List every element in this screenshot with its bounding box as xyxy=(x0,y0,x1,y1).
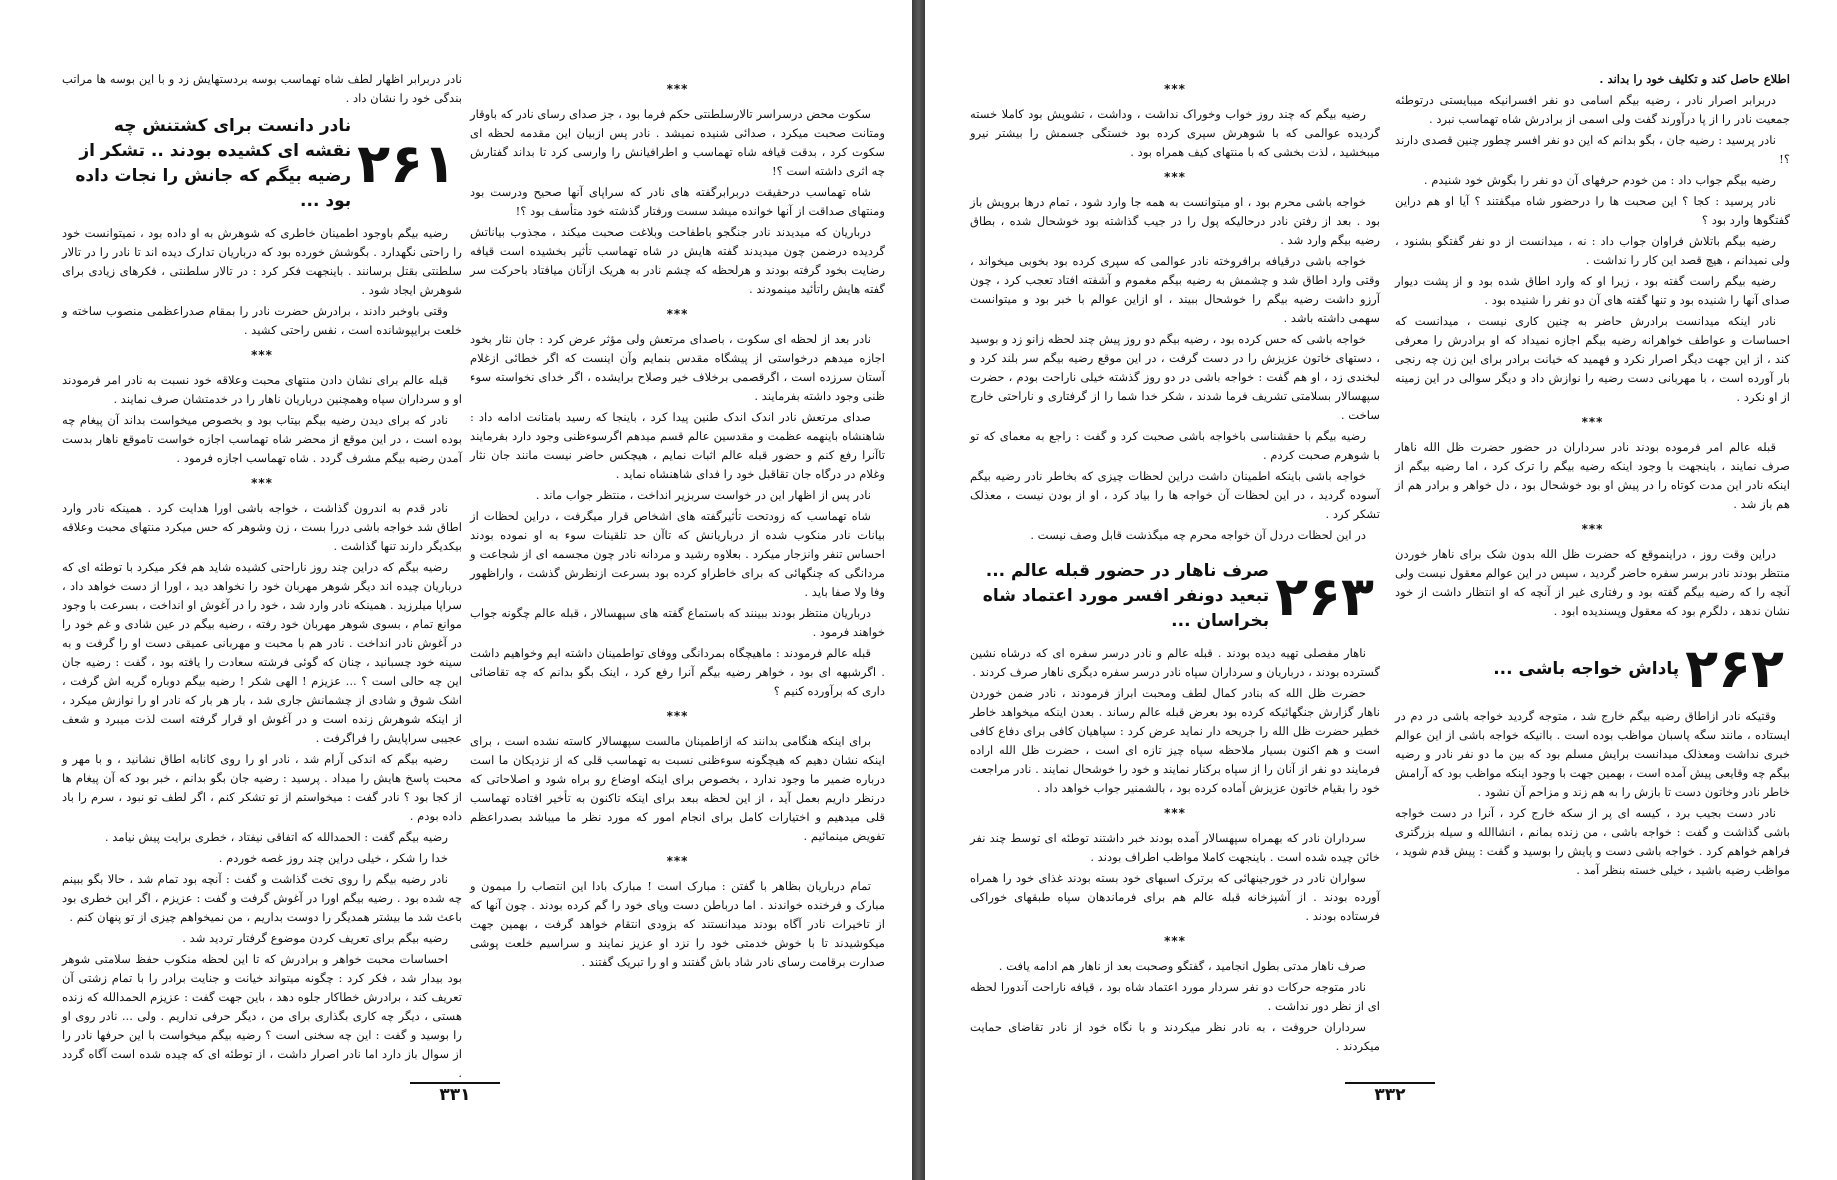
paragraph: سرداران حروفت ، به نادر نظر میکردند و با نگاه خود از نادر تقاضای حمایت میکردند . xyxy=(970,1020,1380,1053)
chapter-title: نادر دانست برای کشتنش چه نقشه ای کشیده بودند .. تشکر از رضیه بیگم که جانش را نجات داده بود ... xyxy=(75,116,352,211)
section-separator: *** xyxy=(251,348,273,362)
section-separator: *** xyxy=(666,82,689,96)
top-note: نادر دربرابر اظهار لطف شاه تهماسب بوسه بردستهایش زد و با این بوسه ها مراتب بندگی خود را نشان داد . xyxy=(62,72,462,105)
paragraph: دراین وقت روز ، دراینموقع که حضرت ظل الله بدون شک برای ناهار خوردن منتظر بودند نادر برسر سفره حاضر گردید ، سپس در این عوالم معقول نیست ولی آنچه را که رضیه بیگم گفته بود و رفتاری غیر از آنچه که او انتظار داشت از خود نشان ندهد ، دلگرم بود که معقول وپسندیده ابود . xyxy=(1395,547,1790,618)
paragraph: رضیه بیگم راست گفته بود ، زیرا او که وارد اطاق شده بود و از پشت دیوار صدای آنها را شنیده بود و تنها گفته های آن دو نفر را شنیده بود . xyxy=(1395,274,1790,307)
section-separator: *** xyxy=(1581,522,1604,536)
paragraph: خواجه باشی درقیافه برافروخته نادر عوالمی که سپری کرده بود بخوبی میخواند ، وقتی وارد اطاق شد و چشمش به رضیه بیگم مغموم و آشفته افتاد تعجب کرد ، چون آرزو داشت رضیه بیگم را خوشحال ببیند ، او ازاین عوالم با خبر بود و میتوانست سهمی داشته باشد . xyxy=(970,254,1380,325)
paragraph: ناهار مفصلی تهیه دیده بودند . قبله عالم و نادر درسر سفره ای که درشاه نشین گسترده بودند ، درباریان و سرداران سپاه نادر درسر سفره دیگری ناهار صرف کردند . xyxy=(970,646,1380,679)
paragraph: نادر قدم به اندرون گذاشت ، خواجه باشی اورا هدایت کرد . همینکه نادر وارد اطاق شد خواجه باشی دررا بست ، زن وشوهر که حس میکرد منتهای محبت وعلاقه بیکدیگر دارند تنها گذاشت . xyxy=(62,501,462,553)
paragraph: نادر که برای دیدن رضیه بیگم بیتاب بود و بخصوص میخواست بداند آن پیغام چه بوده است ، در این موقع از محضر شاه تهماسب اجازه خواست تاموقع ناهار بدست آمدن رضیه بیگم مشرف گردد . شاه تهماسب اجازه فرمود . xyxy=(62,413,462,465)
paragraph: سرداران نادر که بهمراه سپهسالار آمده بودند خبر داشتند توطئه ای توسط چند نفر خائن چیده شده است . باینجهت کاملا مواظب اطراف بودند . xyxy=(970,831,1380,864)
paragraph: خواجه باشی که حس کرده بود ، رضیه بیگم دو روز پیش چند لحظه زانو زد و بوسید ، دستهای خاتون عزیزش را در دست گرفت ، در این موقع رضیه بیگم سر بلند کرد و لبخندی زد ، او هم گفت : خواجه باشی در دو روز گذشته خیلی ناراحت بودم ، حضرت سپهسالار بسلامتی تشریف فرما شدند ، شکر خدا شما را از گرفتاری و ناراحتی خارج ساخت . xyxy=(970,332,1380,422)
paragraph: خواجه باشی محرم بود ، او میتوانست به همه جا وارد شود ، تمام درها برویش باز بود . بعد از رفتن نادر درحالیکه پول را در جیب گذاشته بود خوشحال شده ، بطاق رضیه بیگم وارد شد . xyxy=(970,195,1380,247)
section-separator: *** xyxy=(666,854,689,868)
section-separator: *** xyxy=(1581,415,1604,429)
page-number-rule xyxy=(1345,1082,1435,1084)
paragraph: رضیه بیگم گفت : الحمدالله که اتفاقی نیفتاد ، خطری برایت پیش نیامد . xyxy=(104,830,448,844)
book-spine xyxy=(912,0,925,1180)
paragraph: خواجه باشی باینکه اطمینان داشت دراین لحظات چیزی که بخاطر نادر رضیه بیگم آسوده گردید ، در این لحظات آن خواجه ها را بیاد کرد ، او از بودن نیست ، معذلک تشکر کرد . xyxy=(970,469,1380,521)
paragraph: قبله عالم برای نشان دادن منتهای محبت وعلاقه خود نسبت به نادر امر فرمودند او و سرداران سپاه وهمچنین درباریان ناهار را در خدمتشان صرف نمایند . xyxy=(62,373,462,406)
paragraph: رضیه بیگم که چند روز خواب وخوراک نداشت ، وداشت ، تشویش بود کاملا خسته گردیده عوالمی که با شوهرش سپری کرده بود خستگی جسمش را بیشتر نیرو میبخشید ، لذت بخشی که با منتهای کیف همراه بود . xyxy=(970,107,1380,159)
page-number: ۳۳۱ xyxy=(439,1085,471,1105)
paragraph: درباریان که میدیدند نادر جنگجو باطفاحت وبلاغت صحبت میکند ، مجذوب بیاناتش گردیده درضمن چون میدیدند گفته هایش در شاه تهماسب تأثیر بخشیده است قیافه رضایت بخود گرفته بودند و هرلحظه که چشم نادر به هریک ازآنان میافتاد باحرکت سر گفته هایش راتأئید مینمودند . xyxy=(470,225,885,296)
chapter-heading xyxy=(62,114,462,214)
right-page xyxy=(925,0,1837,1180)
paragraph: نادر پرسید : رضیه جان ، بگو بدانم که این دو نفر افسر چطور چنین قصدی دارند ؟! xyxy=(1395,133,1790,166)
section-separator: *** xyxy=(251,476,273,490)
paragraph: دربرابر اصرار نادر ، رضیه بیگم اسامی دو نفر افسرانیکه میبایستی درتوطئه جمعیت نادر را از پا درآورند گفت ولی اسمی از برادرش شاه تهماسب نبرد . xyxy=(1395,93,1790,126)
chapter-number: ۲۶۳ xyxy=(1275,564,1374,628)
section-separator: *** xyxy=(666,709,689,723)
paragraph: نادر متوجه حرکات دو نفر سردار مورد اعتماد شاه بود ، قیافه ناراحت آندورا لحظه ای از نظر دور نداشت . xyxy=(970,980,1380,1013)
paragraph: رضیه بیگم جواب داد : من خودم حرفهای آن دو نفر را بگوش خود شنیدم . xyxy=(1423,173,1776,187)
paragraph: در این لحظات دردل آن خواجه محرم چه میگذشت قابل وصف نیست . xyxy=(1030,528,1366,542)
paragraph: رضیه بیگم باوجود اطمینان خاطری که شوهرش به او داده بود ، نمیتوانست خود را راحتی نگهدارد . بگوشش خورده بود که درباریان تدارک دیده اند تا نادر را در تالار سلطنتی بقتل برسانند . باینجهت فکر کرد : در تالار سلطنتی ، فکرهای زیادی برای شوهرش ایجاد شود . xyxy=(62,226,462,297)
right-page-left-column xyxy=(970,74,1380,1064)
paragraph: سواران نادر در خورجینهائی که برترک اسبهای خود بسته بودند غذای خود را همراه آورده بودند . از آشپزخانه قبله عالم هم برای فرماندهان سپاه طبقهای خوراکی فرستاده بودند . xyxy=(970,871,1380,923)
paragraph: اطلاع حاصل کند و تکلیف خود را بداند . xyxy=(1599,72,1790,86)
chapter-number: ۲۶۱ xyxy=(357,132,456,195)
paragraph: احساسات محبت خواهر و برادرش که تا این لحظه منکوب حفظ سلامتی شوهر بود بیدار شد ، فکر کرد : چگونه میتواند خیانت و جنایت برادر را با تمام زشتی آن تعریف کند ، برادرش خطاکار جلوه دهد ، باین جهت گفت : عزیزم الحمدالله که زنده هستی ، دیگر چه کاری بگذاری برای من ، دیگر حرفی نداریم . ولی ... نادر روی او را بوسید و گفت : این چه سخنی است ؟ رضیه بیگم میخواست با این حرفها نادر را از سوال باز دارد اما نادر اصرار داشت ، از توطئه ای که چیده شده است آگاه گردد . xyxy=(62,952,462,1080)
paragraph: رضیه بیگم با حقشناسی باخواجه باشی صحبت کرد و گفت : راجع به معمای که تو با شوهرم صحبت کردم . xyxy=(970,429,1380,462)
section-separator: *** xyxy=(666,307,689,321)
page-number-rule xyxy=(410,1082,500,1084)
paragraph: صدای مرتعش نادر اندک اندک طنین پیدا کرد ، باینجا که رسید بامتانت ادامه داد : شاهنشاه باینهمه عظمت و مقدسین عالم قسم میدهم اگرسوءظنی وجود دارد بفرمایند تاآنرا رفع کنم و حضور قبله عالم اثبات نمایم ، هیچکس حاضر نیست مانند جان نثار وغلام در درگاه جان تقاقبل خود را فدای شاهنشاه نماید . xyxy=(470,410,885,481)
paragraph: حضرت ظل الله که بنادر کمال لطف ومحبت ابراز فرمودند ، نادر ضمن خوردن ناهار گزارش جنگهائیکه کرده بود بعرض قبله عالم رساند . بعدن اینکه میخواهد خاطر خطیر حضرت ظل الله را جریحه دار نماید عرض کرد : سپاهیان کافی برای دفاع کافی است و هم اکنون بسیار ملاحظه سپاه چیز تازه ای است ، حضرت ظل الله اراده فرمایند دو نفر از آنان را از سپاه برکنار نمایند و خود را خوشحال نمایند . نادر مراجعت خود را بقیام خاتون عزیزش آماده کرده بود ، بالشمنیر جواب خواهد داد . xyxy=(970,686,1380,795)
left-page-left-column xyxy=(62,70,462,1080)
paragraph: نادر رضیه بیگم را روی تخت گذاشت و گفت : آنچه بود تمام شد ، حالا بگو ببینم چه شده بود . رضیه بیگم اورا در آغوش گرفت و گفت : عزیزم ، اگر این خطری بود باعث شد ما بیشتر همدیگر را دوست بداریم ، من نمیخواهم چیزی از تو پنهان کنم . xyxy=(62,872,462,924)
section-separator: *** xyxy=(1164,170,1186,184)
section-separator: *** xyxy=(1164,934,1186,948)
left-page xyxy=(0,0,912,1180)
paragraph: برای اینکه هنگامی بدانند که ازاطمینان مالست سپهسالار کاسته نشده است ، برای اینکه نشان دهیم که هیچگونه سوءظنی نسبت به تهماسب قلی که از نزدیکان ما است درباره ضمیر ما وجود ندارد ، بخصوص برای اینکه اوضاع رو براه شود و اصلاحاتی که درنظر داریم بعمل آید ، از این لحظه ببعد برای اینکه تاکنون به تأخیر افتاده تهماسب قلی میدهیم و اختیارات کامل برای انجام امور که مورد نظر ما میباشد بصدراعظم تفویض مینمائیم . xyxy=(470,734,885,843)
paragraph: نادر پس از اظهار این در خواست سربزیر انداخت ، منتظر جواب ماند . xyxy=(535,488,871,502)
paragraph: سکوت محض درسراسر تالارسلطنتی حکم فرما بود ، جز صدای رسای نادر که باوقار ومتانت صحبت میکرد ، صدائی شنیده نمیشد . نادر پس ازبیان این مقدمه لحظه ای سکوت کرد ، بدقت قیافه شاه تهماسب و اطرافیانش را وارسی کرد تا بداند گفتارش چه اثری داشته است ؟! xyxy=(470,107,885,178)
paragraph: رضیه بیگم که دراین چند روز ناراحتی کشیده شاید هم فکر میکرد با توطئه ای که درباریان چیده اند دیگر شوهر مهربان خود را نخواهد دید ، اورا از دست خواهد داد ، سراپا میلرزید . همینکه نادر وارد شد ، خود را در آغوش او انداخت ، بسرعت با وجود موانع تمام ، بسوی شوهر مهربان خود رفته ، رضیه بیگم در عین شادی و غم خود را در آغوش نادر انداخت . نادر هم با محبت و مهربانی عمیقی دست او را گرفت و به سینه خود چسبانید ، چنان که گوئی فرشته سعادت را یافته بود ، گفت : رضیه جان این چه حالی است ؟ ... عزیزم ! الهی شکر ! رضیه بیگم دوباره گریه اش گرفت ، اشک شوق و شادی از چشمانش جاری شد ، بار هر بار که نادر او را نوازش میکرد ، از اینکه شوهرش زنده است و در آغوش او قرار گرفته است لذت میبرد و شعف عجیبی سراپایش را فراگرفت . xyxy=(62,560,462,745)
paragraph: نادر دست بجیب برد ، کیسه ای پر از سکه خارج کرد ، آنرا در دست خواجه باشی گذاشت و گفت : خواجه باشی ، من زنده بمانم ، انشاالله و سیله بزرگتری فراهم خواهم کرد . خواجه باشی دست و پایش را بوسید و گفت : پیش قدم شوید ، مواظب رضیه باشید ، خیلی خسته بنظر آمد . xyxy=(1395,806,1790,877)
paragraph: خدا را شکر ، خیلی دراین چند روز غصه خوردم . xyxy=(218,851,448,865)
paragraph: قبله عالم امر فرموده بودند نادر سرداران در حضور حضرت ظل الله ناهار صرف نمایند ، باینجهت با وجود اینکه رضیه بیگم را ترک کرد ، اما رضیه بیگم از اینکه نادر این مدت کوتاه را در پیش او بود خوشحال بود ، دل خواهر و برادر هم از هم باز شد . xyxy=(1395,440,1790,511)
paragraph: وقتیکه نادر ازاطاق رضیه بیگم خارج شد ، متوجه گردید خواجه باشی در دم در ایستاده ، مانند سگه پاسبان مواظب بوده است . باانیکه خواجه باشی از این عوالم خبری نداشت ومعذلک میدانست برایش مسلم بود که بین ما دو نفر نادر و رضیه بیگم چه وقایعی پیش آمده است ، بهمین جهت با وجود اینکه مواظب بود که آرامش خاطر نادر وخاتون دست تا بازش را به هم زند و مزاحم آن نشود . xyxy=(1395,709,1790,799)
paragraph: شاه تهماسب درحقیقت دربرابرگفته های نادر که سراپای آنها صحیح ودرست بود ومنتهای صداقت از آنها خوانده میشد سست ورفتار گذشته خود متأسف بود ؟! xyxy=(470,185,885,218)
paragraph: رضیه بیگم برای تعریف کردن موضوع گرفتار تردید شد . xyxy=(182,931,448,945)
section-separator: *** xyxy=(1164,82,1186,96)
paragraph: وقتی باوخبر دادند ، برادرش حضرت نادر را بمقام صدراعظمی منصوب ساخته و خلعت برایپوشانده است ، نفس راحتی کشید . xyxy=(62,304,462,337)
paragraph: نادر اینکه میدانست برادرش حاضر به چنین کاری نیست ، میدانست که احساسات و عواطف خواهرانه رضیه بیگم اجازه نمیداد که او برادرش را معرفی کند ، از این جهت دیگر اصرار نکرد و فهمید که خیانت برادر برای این زن چه رنجی بار آورده است ، با مهربانی دست رضیه را نوازش داد و دیگر سوالی در این زمینه از او نکرد . xyxy=(1395,314,1790,404)
paragraph: صرف ناهار مدتی بطول انجامید ، گفتگو وصحبت بعد از ناهار هم ادامه یافت . xyxy=(998,959,1366,973)
paragraph: رضیه بیگم باتلاش فراوان جواب داد : نه ، میدانست از دو نفر گفتگو بشنود ، ولی نمیدانم ، هیچ قصد این کار را نداشت . xyxy=(1395,234,1790,267)
chapter-title: پاداش خواجه باشی ... xyxy=(1493,658,1680,679)
chapter-heading xyxy=(970,559,1380,634)
paragraph: تمام درباریان بظاهر با گفتن : مبارک است ! مبارک بادا این انتصاب را میمون و مبارک و فرخنده خواندند . اما درباطن دست وپای خود را گم کرده بودند . چون آنها که از تاخیرات نادر آگاه بودند میدانستند که بزودی انتقام خواهد گرفت ، بهمین جهت میکوشیدند تا با خوش خدمتی خود را نزد او عزیز نمایند و سراسیم خلعت پوشی صدارت برقامت رسای نادر شاد باش گفتند و او را تبریک گفتند . xyxy=(470,879,885,969)
left-page-right-column xyxy=(470,74,885,1064)
paragraph: نادر پرسید : کجا ؟ این صحبت ها را درحضور شاه میگفتند ؟ آیا او هم دراین گفتگوها وارد بود ؟ xyxy=(1395,194,1790,227)
page-number: ۳۳۲ xyxy=(1374,1085,1406,1105)
chapter-number: ۲۶۲ xyxy=(1685,637,1784,700)
section-separator: *** xyxy=(1164,806,1186,820)
paragraph: قبله عالم فرمودند : ماهیچگاه بمردانگی ووفای تواطمینان داشته ایم وخواهیم داشت . اگرشبهه ای بود ، خواهر رضیه بیگم آنرا رفع کرد ، اینک بگو بدانم که چه تقاضائی داری که برآورده کنیم ؟ xyxy=(470,646,885,698)
right-page-right-column xyxy=(1395,70,1790,1064)
chapter-title: صرف ناهار در حضور قبله عالم ... تبعید دونفر افسر مورد اعتماد شاه بخراسان ... xyxy=(982,561,1270,631)
paragraph: رضیه بیگم که اندکی آرام شد ، نادر او را روی کانابه اطاق نشانید ، و با مهر و محبت پاسخ هایش را میداد . پرسید : رضیه جان بگو بدانم ، خبر بود که آن پیغام ها از کجا بود ؟ نادر گفت : میخواستم از تو تشکر کنم ، اگر لطف تو نبود ، سرم را باد داده بودم . xyxy=(62,752,462,823)
chapter-heading xyxy=(1395,637,1790,700)
paragraph: شاه تهماسب که زودتحت تأثیرگفته های اشخاص قرار میگرفت ، دراین لحظات از بیانات نادر منکوب شده از درباریانش که تاآن حد تلقینات سوء به او نموده بودند احساس تنفر وانزجار میکرد . بعلاوه رشید و مردانه نادر چون مجسمه ای از شجاعت و مردانگی که چنگهائی که برای خاطراو کرده بود بسرعت ازنظرش گذشت ، واراظهور وفا ولا صفا باید . xyxy=(470,509,885,599)
paragraph: درباریان منتظر بودند ببینند که باستماع گفته های سپهسالار ، قبله عالم چگونه جواب خواهند فرمود . xyxy=(470,606,885,639)
paragraph: نادر بعد از لحظه ای سکوت ، باصدای مرتعش ولی مؤثر عرض کرد : جان نثار بخود اجازه میدهم درخواستی از پیشگاه مقدس بنمایم وآن اینست که اگر خطائی ازغلام آستان سرزده است ، اگرقصمی برخلاف خیر وصلاح برایشده ، اگر خدای نخواسته سوء ظنی وجود داشته بفرمایند . xyxy=(470,332,885,403)
